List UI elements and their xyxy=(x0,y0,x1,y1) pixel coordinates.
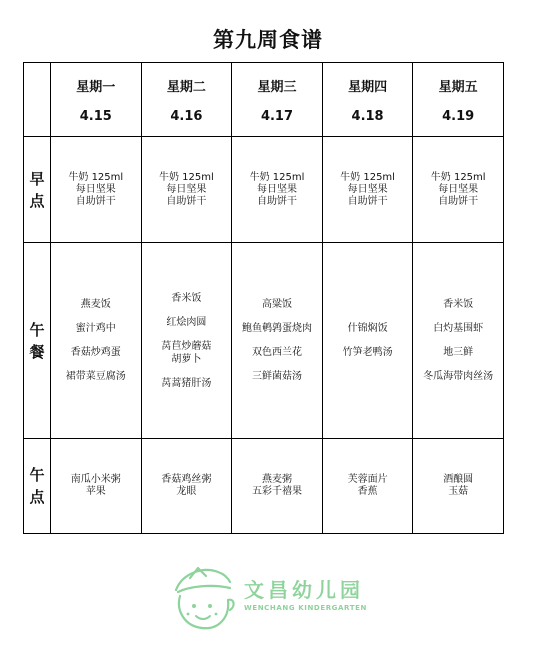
menu-item: 地三鲜 xyxy=(443,347,474,358)
menu-item: 牛奶 125ml xyxy=(340,171,395,183)
snack-tue xyxy=(141,439,232,534)
breakfast-label xyxy=(24,137,51,243)
menu-item: 每日坚果 xyxy=(256,183,297,195)
snack-thu xyxy=(322,439,413,534)
day-date: 4.15 xyxy=(79,108,112,124)
menu-item: 鲍鱼鹌鹑蛋烧肉 xyxy=(241,323,312,334)
day-name: 星期五 xyxy=(438,79,478,95)
menu-item: 牛奶 125ml xyxy=(68,171,124,183)
menu-item: 白灼基围虾 xyxy=(433,323,484,334)
lunch-label xyxy=(24,243,51,439)
menu-item: 什锦焖饭 xyxy=(347,323,388,334)
day-header-wed xyxy=(232,63,323,137)
breakfast-wed xyxy=(232,137,323,243)
menu-item: 玉菇 xyxy=(448,486,469,497)
child-face-icon xyxy=(168,560,240,635)
menu-item: 自助饼干 xyxy=(438,195,479,207)
menu-item: 牛奶 125ml xyxy=(430,171,486,183)
menu-item: 自助饼干 xyxy=(256,195,297,207)
snack-row xyxy=(24,439,504,534)
menu-item: 胡萝卜 xyxy=(171,353,202,365)
day-date: 4.17 xyxy=(260,108,294,124)
day-name: 星期二 xyxy=(166,79,206,95)
menu-item: 每日坚果 xyxy=(347,183,388,195)
menu-item: 芙蓉面片 xyxy=(347,474,388,485)
menu-item: 每日坚果 xyxy=(166,183,207,195)
menu-item: 三鲜菌菇汤 xyxy=(251,371,302,382)
day-name: 星期四 xyxy=(348,79,388,95)
kindergarten-logo xyxy=(168,560,388,635)
menu-item: 燕麦饭 xyxy=(80,299,111,310)
menu-item: 牛奶 125ml xyxy=(249,171,305,183)
lunch-tue xyxy=(141,243,232,439)
corner-cell xyxy=(24,63,51,137)
logo-name: 文昌幼儿园 xyxy=(244,578,364,602)
menu-item: 莴苣炒蘑菇 xyxy=(161,340,212,352)
menu-item: 蜜汁鸡中 xyxy=(75,323,116,334)
menu-item: 自助饼干 xyxy=(166,195,207,207)
logo-subtitle: WENCHANG KINDERGARTEN xyxy=(244,604,367,612)
label-char: 午 xyxy=(29,320,45,339)
lunch-wed xyxy=(232,243,323,439)
menu-item: 南瓜小米粥 xyxy=(70,474,121,485)
menu-item: 自助饼干 xyxy=(347,195,388,207)
snack-fri xyxy=(413,439,504,534)
lunch-fri xyxy=(413,243,504,439)
menu-item: 红烩肉圆 xyxy=(166,316,207,328)
menu-item: 龙眼 xyxy=(176,486,197,497)
menu-item: 燕麦粥 xyxy=(261,474,292,485)
menu-item: 五彩千禧果 xyxy=(251,486,302,497)
label-char: 早 xyxy=(29,169,45,188)
day-date: 4.19 xyxy=(442,108,475,124)
menu-table xyxy=(23,62,504,534)
snack-wed xyxy=(232,439,323,534)
page-title: 第九周食谱 xyxy=(213,28,323,52)
breakfast-mon xyxy=(51,137,142,243)
label-char: 午 xyxy=(29,466,45,484)
day-name: 星期一 xyxy=(76,79,116,95)
day-header-tue xyxy=(141,63,232,137)
header-row xyxy=(24,63,504,137)
menu-item: 香米饭 xyxy=(171,292,202,304)
menu-item: 香米饭 xyxy=(443,299,474,310)
label-char: 点 xyxy=(29,488,45,506)
menu-item: 苹果 xyxy=(85,486,106,497)
menu-item: 竹笋老鸭汤 xyxy=(342,347,393,358)
menu-item: 香菇炒鸡蛋 xyxy=(70,347,121,358)
breakfast-thu xyxy=(322,137,413,243)
day-name: 星期三 xyxy=(257,79,297,95)
lunch-row xyxy=(24,243,504,439)
day-header-mon xyxy=(51,63,142,137)
menu-item: 高粱饭 xyxy=(261,299,292,310)
menu-item: 双色西兰花 xyxy=(251,347,302,358)
breakfast-row xyxy=(24,137,504,243)
lunch-thu xyxy=(322,243,413,439)
day-header-fri xyxy=(413,63,504,137)
menu-item: 牛奶 125ml xyxy=(158,171,214,183)
day-date: 4.16 xyxy=(170,108,203,124)
day-header-thu xyxy=(322,63,413,137)
snack-mon xyxy=(51,439,142,534)
menu-item: 酒酿圆 xyxy=(443,474,474,485)
menu-item: 每日坚果 xyxy=(75,183,116,195)
label-char: 餐 xyxy=(29,342,45,361)
snack-label xyxy=(24,439,51,534)
menu-item: 冬瓜海带肉丝汤 xyxy=(423,371,494,382)
menu-item: 裙带菜豆腐汤 xyxy=(65,371,126,382)
menu-item: 香蕉 xyxy=(357,486,378,497)
menu-item: 每日坚果 xyxy=(438,183,479,195)
lunch-mon xyxy=(51,243,142,439)
menu-item: 香菇鸡丝粥 xyxy=(161,474,212,485)
menu-item: 自助饼干 xyxy=(75,195,116,207)
day-date: 4.18 xyxy=(351,108,384,124)
breakfast-fri xyxy=(413,137,504,243)
menu-item: 莴蒿猪肝汤 xyxy=(161,377,212,389)
breakfast-tue xyxy=(141,137,232,243)
label-char: 点 xyxy=(29,191,45,210)
